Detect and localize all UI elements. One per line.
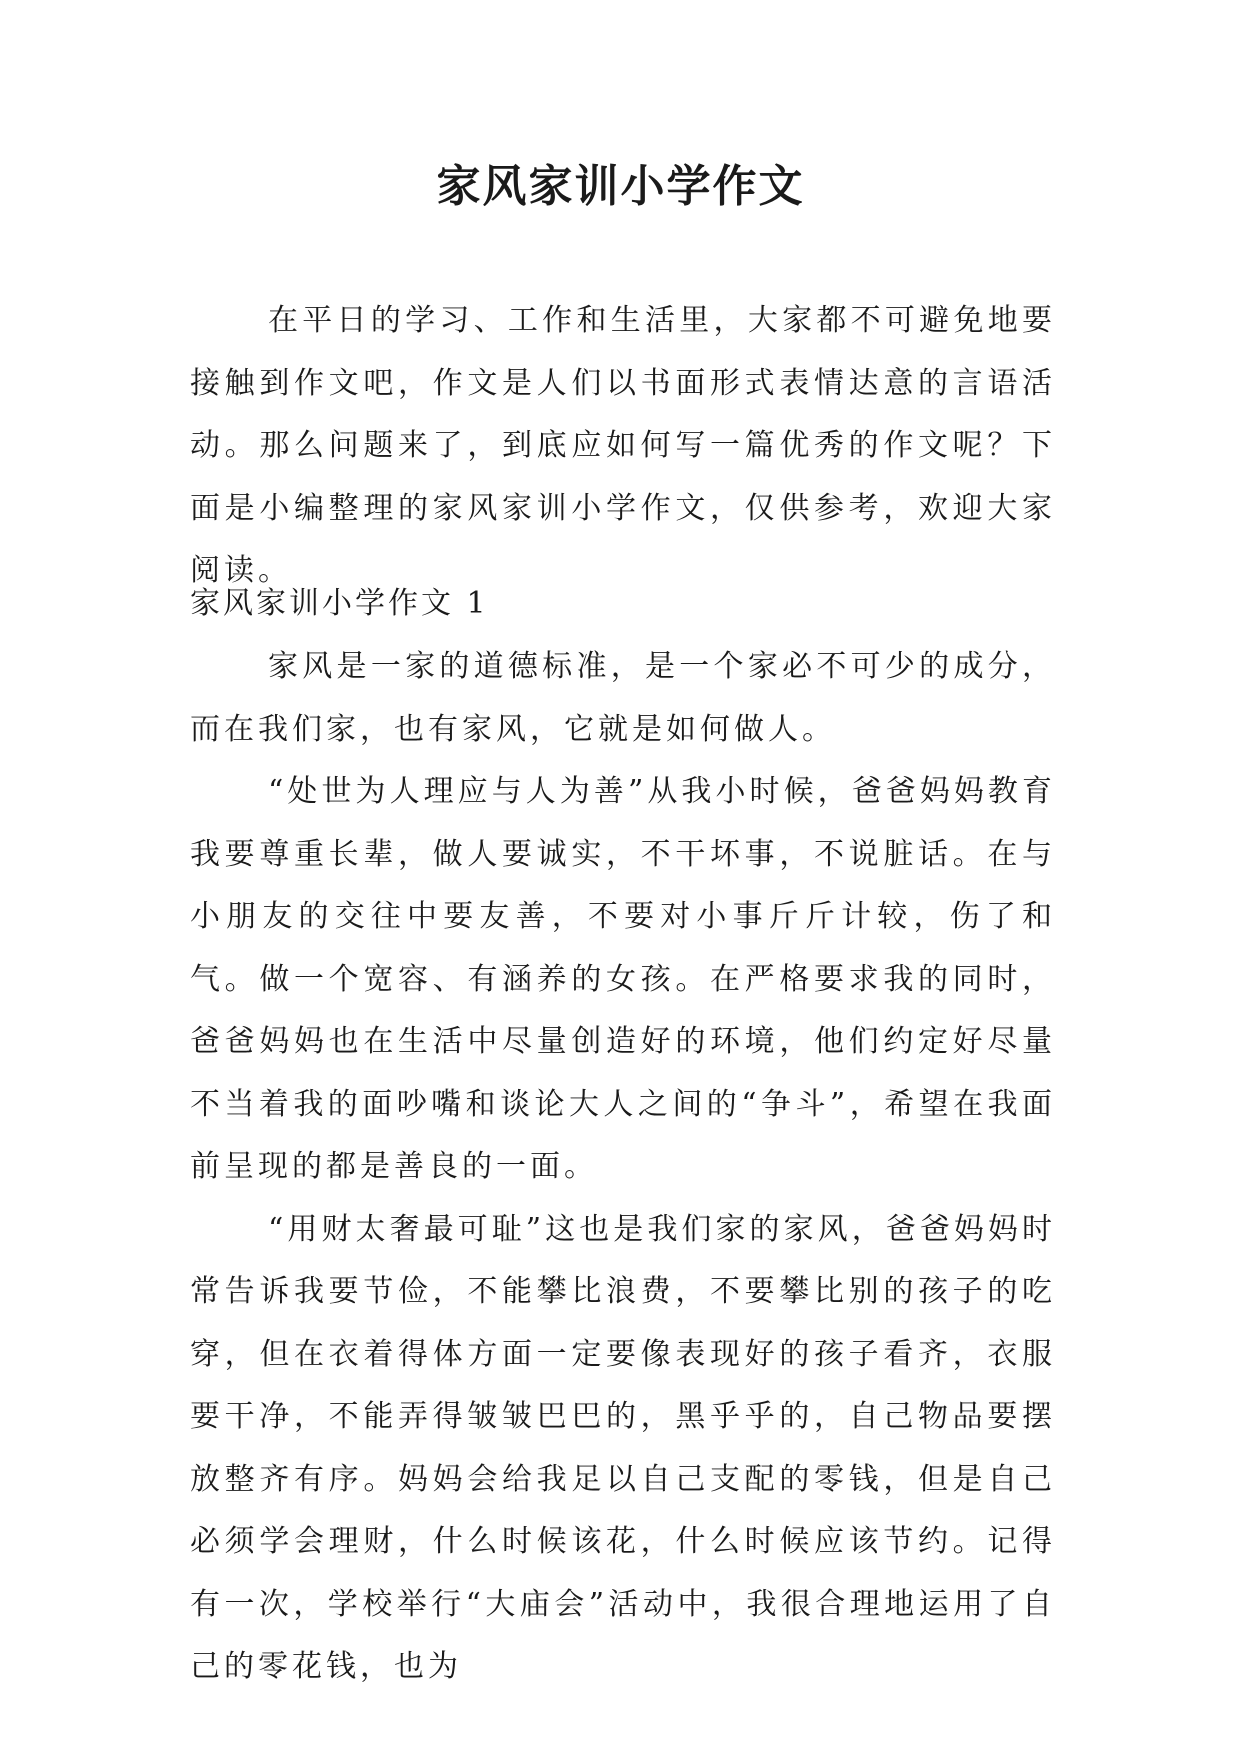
section-body [190, 636, 1056, 1699]
document-title: 家风家训小学作文 [436, 161, 805, 212]
paragraph-1: 家风是一家的道德标准，是一个家必不可少的成分，而在我们家，也有家风，它就是如何做人。 [190, 649, 1056, 747]
paragraph-3: “用财太奢最可耻”这也是我们家的家风，爸爸妈妈时常告诉我要节俭，不能攀比浪费，不要攀比别的孩子的吃穿，但在衣着得体方面一定要像表现好的孩子看齐，衣服要干净，不能弄得皱皱巴巴的，黑乎乎的，自己物品要摆放整齐有序。妈妈会给我足以自己支配的零钱，但是自己必须学会理财，什么时候该花，什么时候应该节约。记得有一次，学校举行“大庙会”活动中，我很合理地运用了自己的零花钱，也为 [190, 1211, 1056, 1684]
paragraph-2: “处世为人理应与人为善”从我小时候，爸爸妈妈教育我要尊重长辈，做人要诚实，不干坏事，不说脏话。在与小朋友的交往中要友善，不要对小事斤斤计较，伤了和气。做一个宽容、有涵养的女孩。在严格要求我的同时，爸爸妈妈也在生活中尽量创造好的环境，他们约定好尽量不当着我的面吵嘴和谈论大人之间的“争斗”，希望在我面前呈现的都是善良的一面。 [190, 774, 1056, 1184]
intro-paragraph: 在平日的学习、工作和生活里，大家都不可避免地要接触到作文吧，作文是人们以书面形式表情达意的言语活动。那么问题来了，到底应如何写一篇优秀的作文呢？下面是小编整理的家风家训小学作文，仅供参考，欢迎大家阅读。 [190, 303, 1056, 588]
section-heading: 家风家训小学作文 1 [190, 586, 489, 621]
intro-section [190, 290, 1056, 603]
